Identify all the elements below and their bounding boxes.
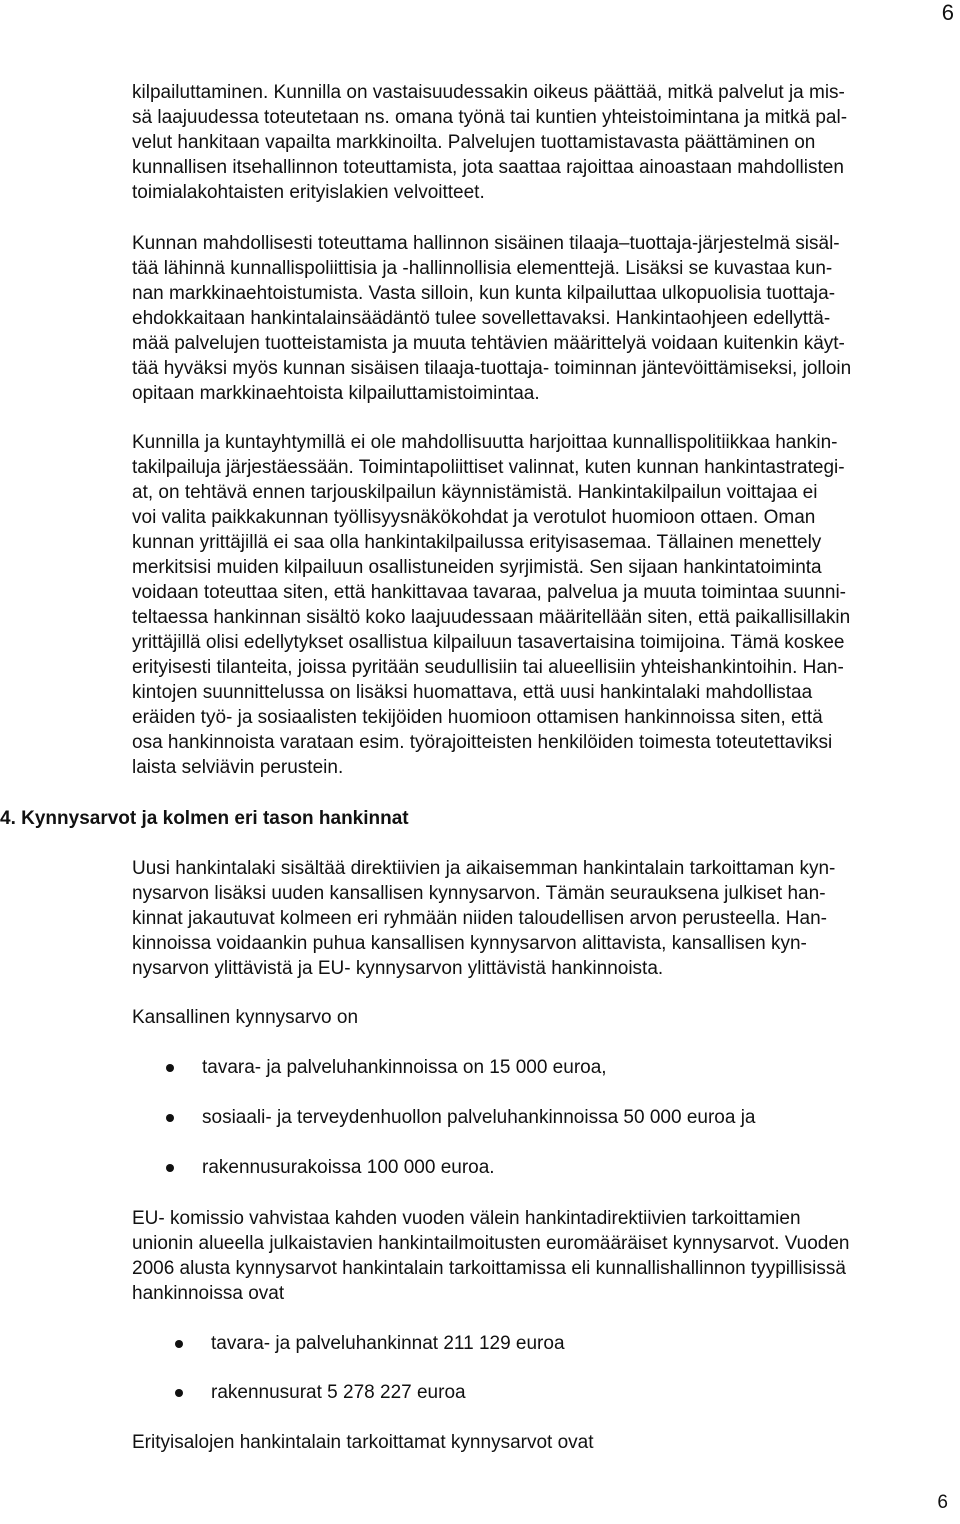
paragraph-5 xyxy=(132,1206,960,1306)
paragraph-line: kintojen suunnittelussa on lisäksi huomattava, että uusi hankintalaki mahdollistaa xyxy=(132,682,813,703)
paragraph-line: erityisesti tilanteita, joissa pyritään seudullisiin tai alueellisiin yhteishankintoihin. Han- xyxy=(132,657,844,678)
list-item-text: rakennusurakoissa 100 000 euroa. xyxy=(202,1157,495,1178)
paragraph-line: unionin alueella julkaistavien hankintailmoitusten euromääräiset kynnysarvot. Vuoden xyxy=(132,1233,850,1254)
paragraph-line: yrittäjillä olisi edellytykset osallistua kilpailuun tasavertaisina toimijoina. Tämä koskee xyxy=(132,632,845,653)
paragraph-3 xyxy=(132,430,960,780)
paragraph-line: hankinnoissa ovat xyxy=(132,1283,285,1304)
paragraph-line: kinnoissa voidaankin puhua kansallisen kynnysarvon alittavista, kansallisen kyn- xyxy=(132,933,807,954)
bullet-icon xyxy=(166,1164,174,1172)
bullet-icon xyxy=(175,1389,183,1397)
bullet-icon xyxy=(166,1114,174,1122)
paragraph-line: Kunnilla ja kuntayhtymillä ei ole mahdollisuutta harjoittaa kunnallispolitiikkaa hankin- xyxy=(132,432,838,453)
paragraph-line: at, on tehtävä ennen tarjouskilpailun käynnistämistä. Hankintakilpailun voittajaa ei xyxy=(132,482,818,503)
paragraph-line: sä laajuudessa toteutetaan ns. omana työnä tai kuntien yhteistoimintana ja mitkä pal- xyxy=(132,107,848,128)
paragraph-line: Uusi hankintalaki sisältää direktiivien ja aikaisemman hankintalain tarkoittaman kyn- xyxy=(132,858,836,879)
paragraph-line: voidaan toteuttaa siten, että hankittavaa tavaraa, palvelua ja muuta toimintaa suunni- xyxy=(132,582,847,603)
paragraph-line: kinnat jakautuvat kolmeen eri ryhmään niiden taloudellisen arvon perusteella. Han- xyxy=(132,908,827,929)
paragraph-line: laista selviävin perustein. xyxy=(132,757,344,778)
paragraph-line: tää lähinnä kunnallispoliittisia ja -hallinnollisia elementtejä. Lisäksi se kuvastaa kun- xyxy=(132,258,833,279)
bullet-icon xyxy=(166,1064,174,1072)
paragraph-line: toimialakohtaisten erityislakien velvoitteet. xyxy=(132,182,485,203)
paragraph-line: merkitsisi muiden kilpailuun osallistuneiden syrjimistä. Sen sijaan hankintatoiminta xyxy=(132,557,822,578)
paragraph-line: kunnallisen itsehallinnon toteuttamista, jota saattaa rajoittaa ainoastaan mahdollisten xyxy=(132,157,844,178)
paragraph-line: nysarvon lisäksi uuden kansallisen kynnysarvon. Tämän seurauksena julkiset han- xyxy=(132,883,826,904)
national-threshold-intro xyxy=(132,1005,960,1030)
paragraph-line: nan markkinaehtoistumista. Vasta silloin, kun kunta kilpailuttaa ulkopuolisia tuottaja- xyxy=(132,283,836,304)
paragraph-line: Kansallinen kynnysarvo on xyxy=(132,1007,359,1028)
paragraph-line: 2006 alusta kynnysarvot hankintalain tarkoittamissa eli kunnallishallinnon tyypillisissä xyxy=(132,1258,846,1279)
paragraph-line: osa hankinnoista varataan esim. työrajoitteisten henkilöiden toimesta toteutettaviksi xyxy=(132,732,833,753)
section-heading: 4. Kynnysarvot ja kolmen eri tason hankinnat xyxy=(0,808,409,829)
paragraph-line: ehdokkaitaan hankintalainsäädäntö tulee sovellettavaksi. Hankintaohjeen edellyttä- xyxy=(132,308,831,329)
paragraph-line: kilpailuttaminen. Kunnilla on vastaisuudessakin oikeus päättää, mitkä palvelut ja mis- xyxy=(132,82,845,103)
page-number-bottom: 6 xyxy=(937,1492,948,1513)
list-item-text: rakennusurat 5 278 227 euroa xyxy=(211,1382,466,1403)
page-number-top: 6 xyxy=(941,0,954,25)
paragraph-line: Kunnan mahdollisesti toteuttama hallinnon sisäinen tilaaja–tuottaja-järjestelmä sisäl- xyxy=(132,233,840,254)
paragraph-line: eräiden työ- ja sosiaalisten tekijöiden huomioon ottamisen hankinnoissa siten, että xyxy=(132,707,823,728)
paragraph-line: tää hyväksi myös kunnan sisäisen tilaaja-tuottaja- toiminnan jäntevöittämiseksi, jolloin xyxy=(132,358,852,379)
paragraph-line: kunnan yrittäjillä ei saa olla hankintakilpailussa erityisasemaa. Tällainen menettely xyxy=(132,532,822,553)
paragraph-line: voi valita paikkakunnan työllisyysnäkökohdat ja verotulot huomioon ottaen. Oman xyxy=(132,507,816,528)
list-item-text: sosiaali- ja terveydenhuollon palveluhankinnoissa 50 000 euroa ja xyxy=(202,1107,756,1128)
closing-line xyxy=(132,1430,960,1455)
bullet-icon xyxy=(175,1340,183,1348)
paragraph-1 xyxy=(132,80,960,205)
list-item-text: tavara- ja palveluhankinnoissa on 15 000 euroa, xyxy=(202,1057,607,1078)
paragraph-4 xyxy=(132,856,960,981)
paragraph-line: nysarvon ylittävistä ja EU- kynnysarvon ylittävistä hankinnoista. xyxy=(132,958,664,979)
list-item-text: tavara- ja palveluhankinnat 211 129 euroa xyxy=(211,1333,565,1354)
paragraph-2 xyxy=(132,231,960,406)
paragraph-line: mää palvelujen tuotteistamista ja muuta tehtävien määrittelyä voidaan kuitenkin käyt- xyxy=(132,333,845,354)
paragraph-line: Erityisalojen hankintalain tarkoittamat kynnysarvot ovat xyxy=(132,1432,594,1453)
paragraph-line: opitaan markkinaehtoista kilpailuttamistoimintaa. xyxy=(132,383,540,404)
paragraph-line: velut hankitaan vapailta markkinoilta. Palvelujen tuottamistavasta päättäminen on xyxy=(132,132,816,153)
paragraph-line: teltaessa hankinnan sisältö koko laajuudessaan määritellään siten, että paikallisillakin xyxy=(132,607,851,628)
paragraph-line: takilpailuja järjestäessään. Toimintapoliittiset valinnat, kuten kunnan hankintastrategi- xyxy=(132,457,845,478)
paragraph-line: EU- komissio vahvistaa kahden vuoden välein hankintadirektiivien tarkoittamien xyxy=(132,1208,801,1229)
